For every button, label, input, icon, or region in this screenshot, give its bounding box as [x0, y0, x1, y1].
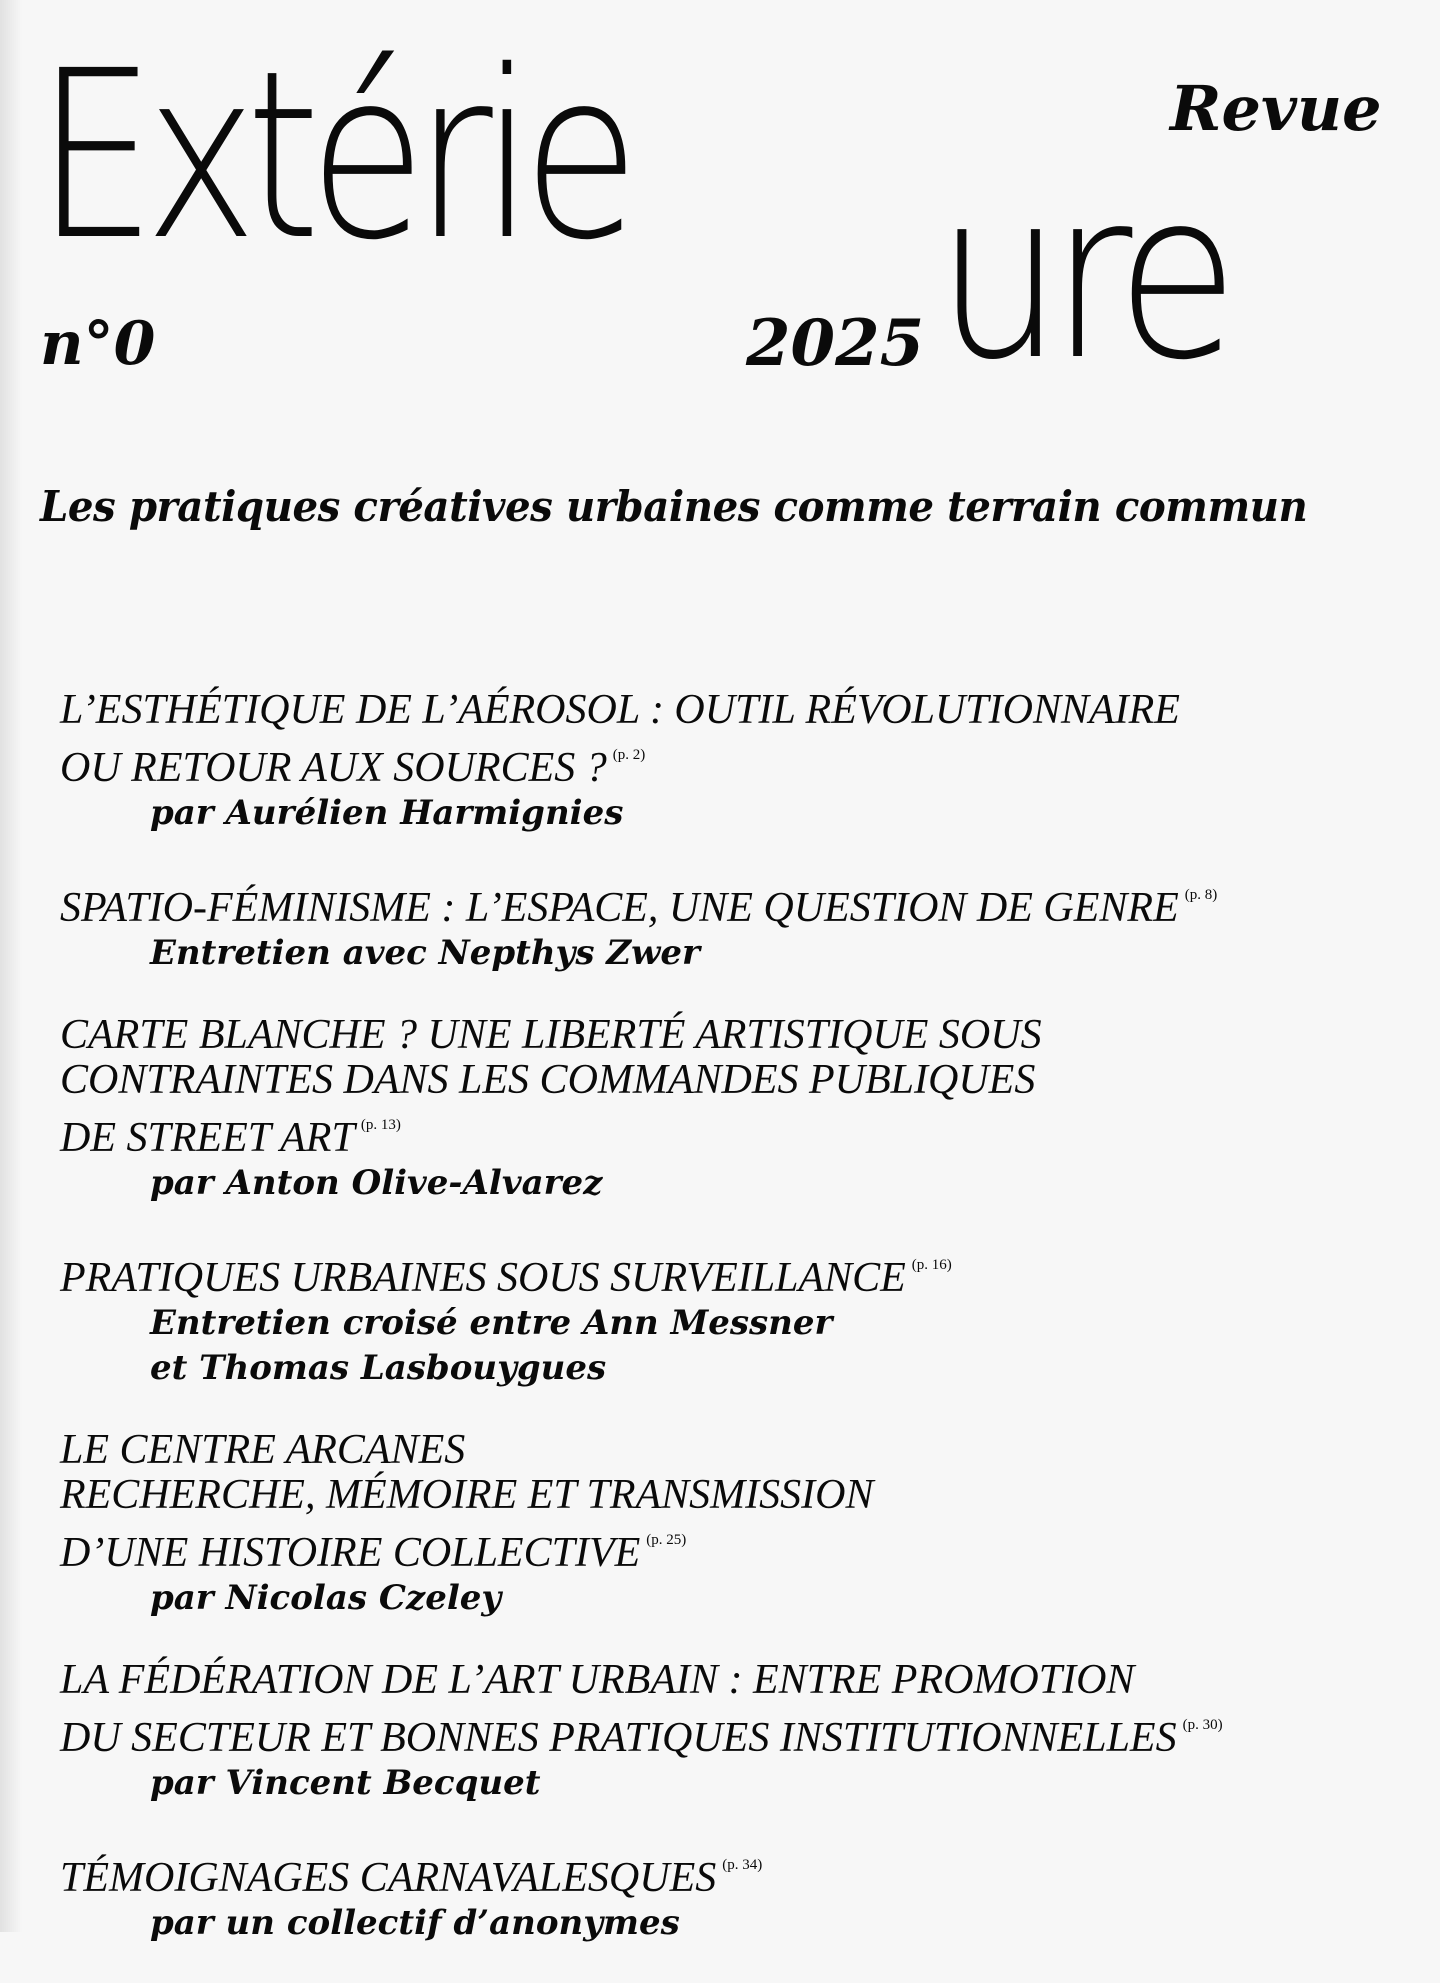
toc-entry	[60, 1658, 1380, 1806]
article-title-line	[60, 873, 1380, 931]
toc-entry	[60, 873, 1380, 976]
article-title-line	[60, 1843, 1380, 1901]
article-author	[60, 1301, 1380, 1391]
article-title-text: DU SECTEUR ET BONNES PRATIQUES INSTITUTIONNELLES	[60, 1715, 1177, 1761]
toc-entry	[60, 1243, 1380, 1391]
page-reference: (p. 30)	[1182, 1717, 1223, 1733]
toc-entry	[60, 1013, 1380, 1206]
article-title-line	[60, 1058, 1380, 1103]
article-title-text: CONTRAINTES DANS LES COMMANDES PUBLIQUES	[60, 1057, 1036, 1103]
article-title-line	[60, 1658, 1380, 1703]
toc-entry	[60, 688, 1380, 836]
article-title-text: PRATIQUES URBAINES SOUS SURVEILLANCE	[60, 1255, 906, 1301]
article-title-line	[60, 1428, 1380, 1473]
magazine-title-tail: ure	[936, 141, 1227, 411]
article-title	[60, 1243, 1380, 1301]
article-title-line	[60, 1013, 1380, 1058]
article-author-line: et Thomas Lasbouygues	[150, 1348, 607, 1388]
article-author	[60, 1161, 1380, 1206]
article-title-text: LA FÉDÉRATION DE L’ART URBAIN : ENTRE PROMOTION	[60, 1657, 1135, 1703]
article-title-line	[60, 1518, 1380, 1576]
article-author	[60, 1576, 1380, 1621]
article-title-text: L’ESTHÉTIQUE DE L’AÉROSOL : OUTIL RÉVOLUTIONNAIRE	[60, 687, 1180, 733]
article-title	[60, 688, 1380, 791]
toc-entry	[60, 1843, 1380, 1946]
article-title-text: TÉMOIGNAGES CARNAVALESQUES	[60, 1855, 717, 1901]
article-title	[60, 1428, 1380, 1576]
article-title-text: RECHERCHE, MÉMOIRE ET TRANSMISSION	[60, 1472, 874, 1518]
article-title-text: D’UNE HISTOIRE COLLECTIVE	[60, 1530, 641, 1576]
article-title	[60, 1658, 1380, 1761]
article-author-line: par Vincent Becquet	[150, 1763, 541, 1803]
article-author-line: par un collectif d’anonymes	[150, 1903, 680, 1943]
page-reference: (p. 13)	[360, 1117, 401, 1133]
article-author	[60, 1761, 1380, 1806]
article-title-line	[60, 1703, 1380, 1761]
article-title	[60, 873, 1380, 931]
article-author-line: par Aurélien Harmignies	[150, 793, 624, 833]
article-title-text: CARTE BLANCHE ? UNE LIBERTÉ ARTISTIQUE SOUS	[60, 1012, 1042, 1058]
article-title-line	[60, 1473, 1380, 1518]
article-author	[60, 931, 1380, 976]
article-title-text: OU RETOUR AUX SOURCES ?	[60, 745, 607, 791]
article-title-line	[60, 1243, 1380, 1301]
page-reference: (p. 2)	[612, 747, 646, 763]
article-title-line	[60, 688, 1380, 733]
toc-entry	[60, 1428, 1380, 1621]
article-title-text: SPATIO-FÉMINISME : L’ESPACE, UNE QUESTION DE GENRE	[60, 885, 1179, 931]
page-reference: (p. 34)	[722, 1857, 763, 1873]
revue-label: Revue	[1170, 72, 1382, 145]
article-author-line: par Anton Olive-Alvarez	[150, 1163, 603, 1203]
article-title-text: LE CENTRE ARCANES	[60, 1427, 466, 1473]
issue-tagline: Les pratiques créatives urbaines comme terrain commun	[40, 482, 1308, 531]
table-of-contents	[60, 688, 1380, 1983]
page-reference: (p. 16)	[911, 1257, 952, 1273]
article-author-line: par Nicolas Czeley	[150, 1578, 502, 1618]
magazine-title: Extérie	[36, 21, 629, 291]
article-author-line: Entretien croisé entre Ann Messner	[150, 1303, 833, 1343]
issue-year: 2025	[746, 306, 925, 381]
article-author-line: Entretien avec Nepthys Zwer	[150, 933, 700, 973]
article-author	[60, 791, 1380, 836]
article-title-line	[60, 733, 1380, 791]
page-reference: (p. 8)	[1184, 887, 1218, 903]
article-title-text: DE STREET ART	[60, 1115, 355, 1161]
issue-number: n°0	[40, 309, 156, 379]
article-title-line	[60, 1103, 1380, 1161]
article-title	[60, 1013, 1380, 1161]
article-author	[60, 1901, 1380, 1946]
page-reference: (p. 25)	[646, 1532, 687, 1548]
masthead	[0, 0, 1440, 411]
article-title	[60, 1843, 1380, 1901]
